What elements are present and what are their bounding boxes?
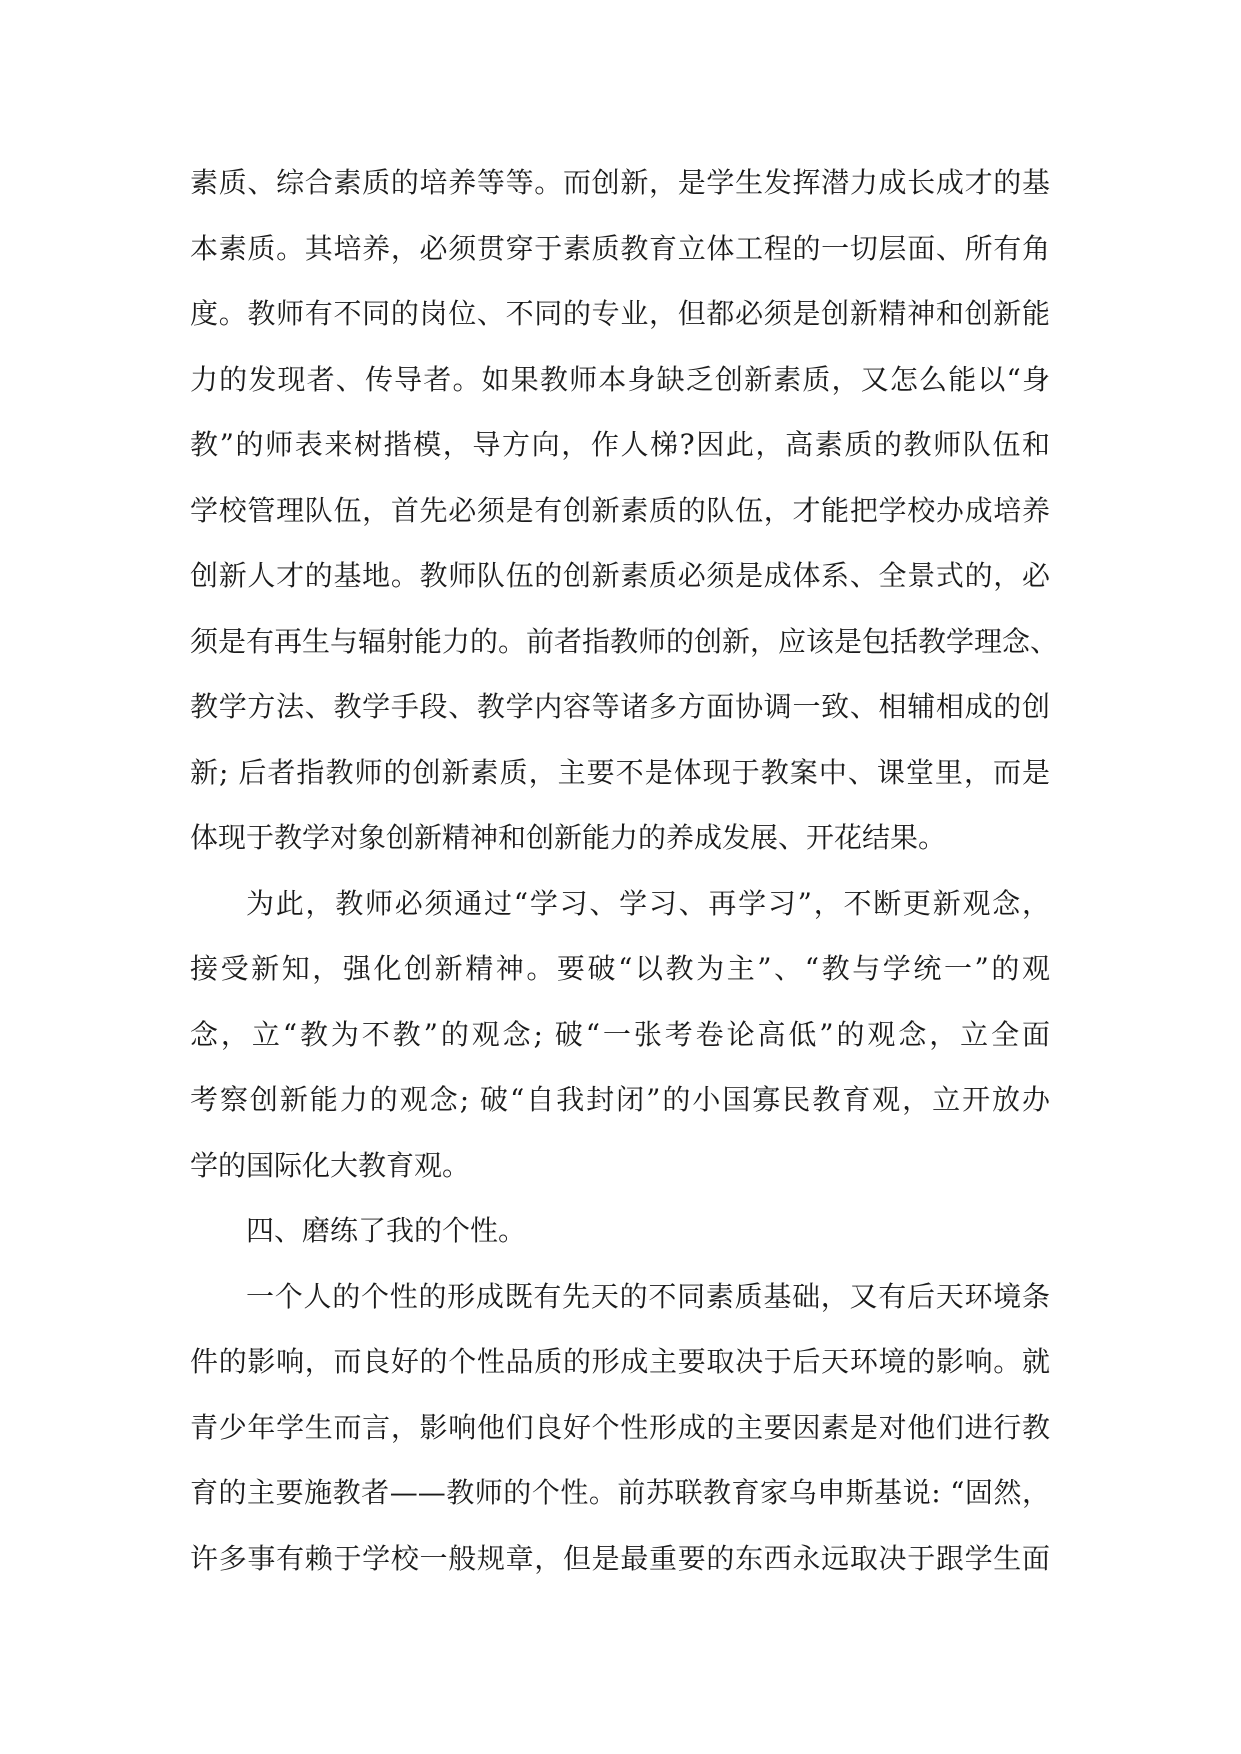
text-line: 学校管理队伍，首先必须是有创新素质的队伍，才能把学校办成培养 [190,493,1050,527]
text-line: 考察创新能力的观念; 破“自我封闭”的小国寡民教育观，立开放办 [190,1083,1050,1116]
paragraph-first-line: 为此，教师必须通过“学习、学习、再学习”，不断更新观念， [246,886,1050,920]
section-heading: 四、磨练了我的个性。 [246,1214,527,1247]
text-line: 青少年学生而言，影响他们良好个性形成的主要因素是对他们进行教 [190,1410,1050,1444]
text-line: 接受新知，强化创新精神。要破“以教为主”、“教与学统一”的观 [190,952,1050,985]
text-line: 教学方法、教学手段、教学内容等诸多方面协调一致、相辅相成的创 [190,690,1050,723]
text-line: 创新人才的基地。教师队伍的创新素质必须是成体系、全景式的，必 [190,559,1050,592]
text-line: 许多事有赖于学校一般规章，但是最重要的东西永远取决于跟学生面 [190,1541,1050,1575]
text-line: 须是有再生与辐射能力的。前者指教师的创新，应该是包括教学理念、 [190,624,1059,658]
text-line: 念，立“教为不教”的观念; 破“一张考卷论高低”的观念，立全面 [190,1017,1050,1051]
paragraph-last-line: 学的国际化大教育观。 [190,1148,471,1182]
text-line: 教”的师表来树揩模，导方向，作人梯?因此，高素质的教师队伍和 [190,428,1050,461]
document-body [190,150,1059,1591]
text-line: 育的主要施教者——教师的个性。前苏联教育家乌申斯基说: “固然， [190,1476,1050,1509]
text-line: 本素质。其培养，必须贯穿于素质教育立体工程的一切层面、所有角 [190,231,1050,265]
text-line: 素质、综合素质的培养等等。而创新，是学生发挥潜力成长成才的基 [190,166,1050,199]
text-line: 力的发现者、传导者。如果教师本身缺乏创新素质，又怎么能以“身 [190,362,1050,396]
paragraph-last-line: 体现于教学对象创新精神和创新能力的养成发展、开花结果。 [190,821,947,854]
text-line: 度。教师有不同的岗位、不同的专业，但都必须是创新精神和创新能 [190,297,1050,330]
text-line: 件的影响，而良好的个性品质的形成主要取决于后天环境的影响。就 [190,1345,1050,1378]
paragraph-first-line: 一个人的个性的形成既有先天的不同素质基础，又有后天环境条 [246,1279,1050,1313]
text-line: 新; 后者指教师的创新素质，主要不是体现于教案中、课堂里，而是 [190,755,1050,789]
